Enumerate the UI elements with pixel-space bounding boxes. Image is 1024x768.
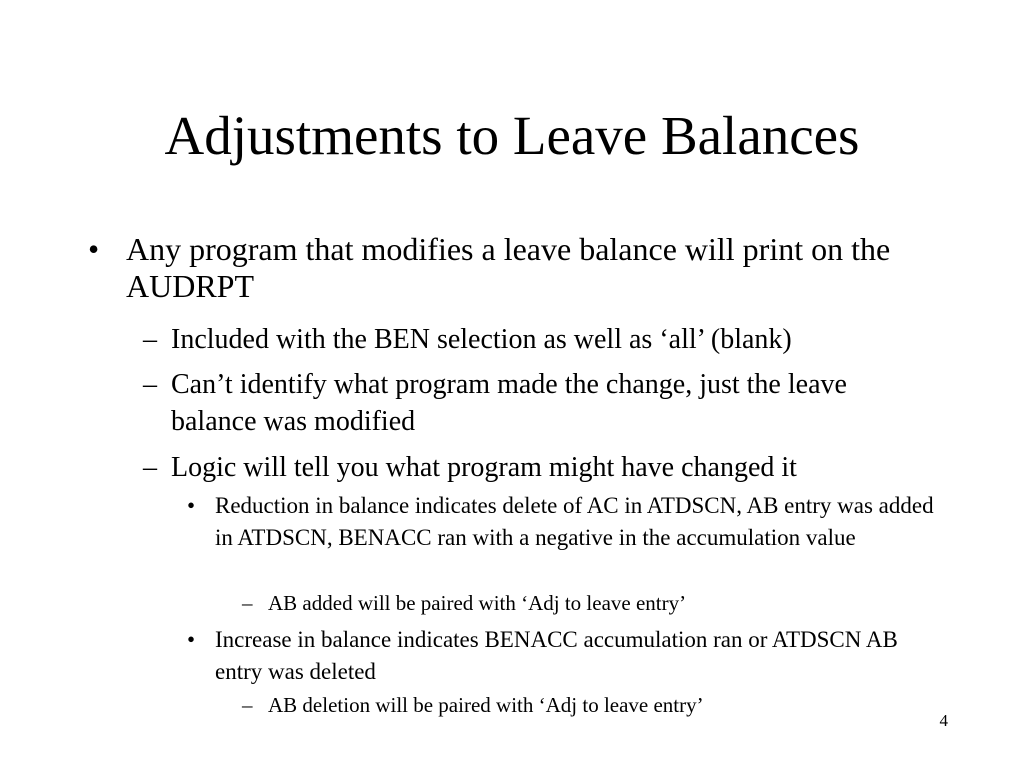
dash-marker: – [143, 369, 157, 400]
bullet-marker: • [187, 493, 196, 518]
bullet-text: AB deletion will be paired with ‘Adj to leave entry’ [268, 693, 704, 717]
bullet-text: AB added will be paired with ‘Adj to leave entry’ [268, 591, 687, 615]
dash-marker: – [242, 693, 253, 717]
slide-title: Adjustments to Leave Balances [164, 105, 860, 166]
dash-marker: – [143, 324, 157, 355]
bullet-text: Included with the BEN selection as well as ‘all’ (blank) [171, 324, 792, 355]
bullet-marker: • [88, 231, 100, 267]
bullet-text: Any program that modifies a leave balance will print on the AUDRPT [126, 231, 891, 304]
bullet-text: Reduction in balance indicates delete of AC in ATDSCN, AB entry was added in ATDSCN, BENACC ran with a negative in the accumulation value [215, 493, 934, 550]
bullet-text: Logic will tell you what program might have changed it [171, 452, 797, 483]
bullet-text: Increase in balance indicates BENACC accumulation ran or ATDSCN AB entry was deleted [215, 627, 898, 684]
dash-marker: – [242, 591, 253, 615]
bullet-marker: • [187, 627, 196, 652]
page-number: 4 [939, 711, 948, 730]
bullet-text: Can’t identify what program made the change, just the leave balance was modified [171, 369, 847, 437]
dash-marker: – [143, 452, 157, 483]
